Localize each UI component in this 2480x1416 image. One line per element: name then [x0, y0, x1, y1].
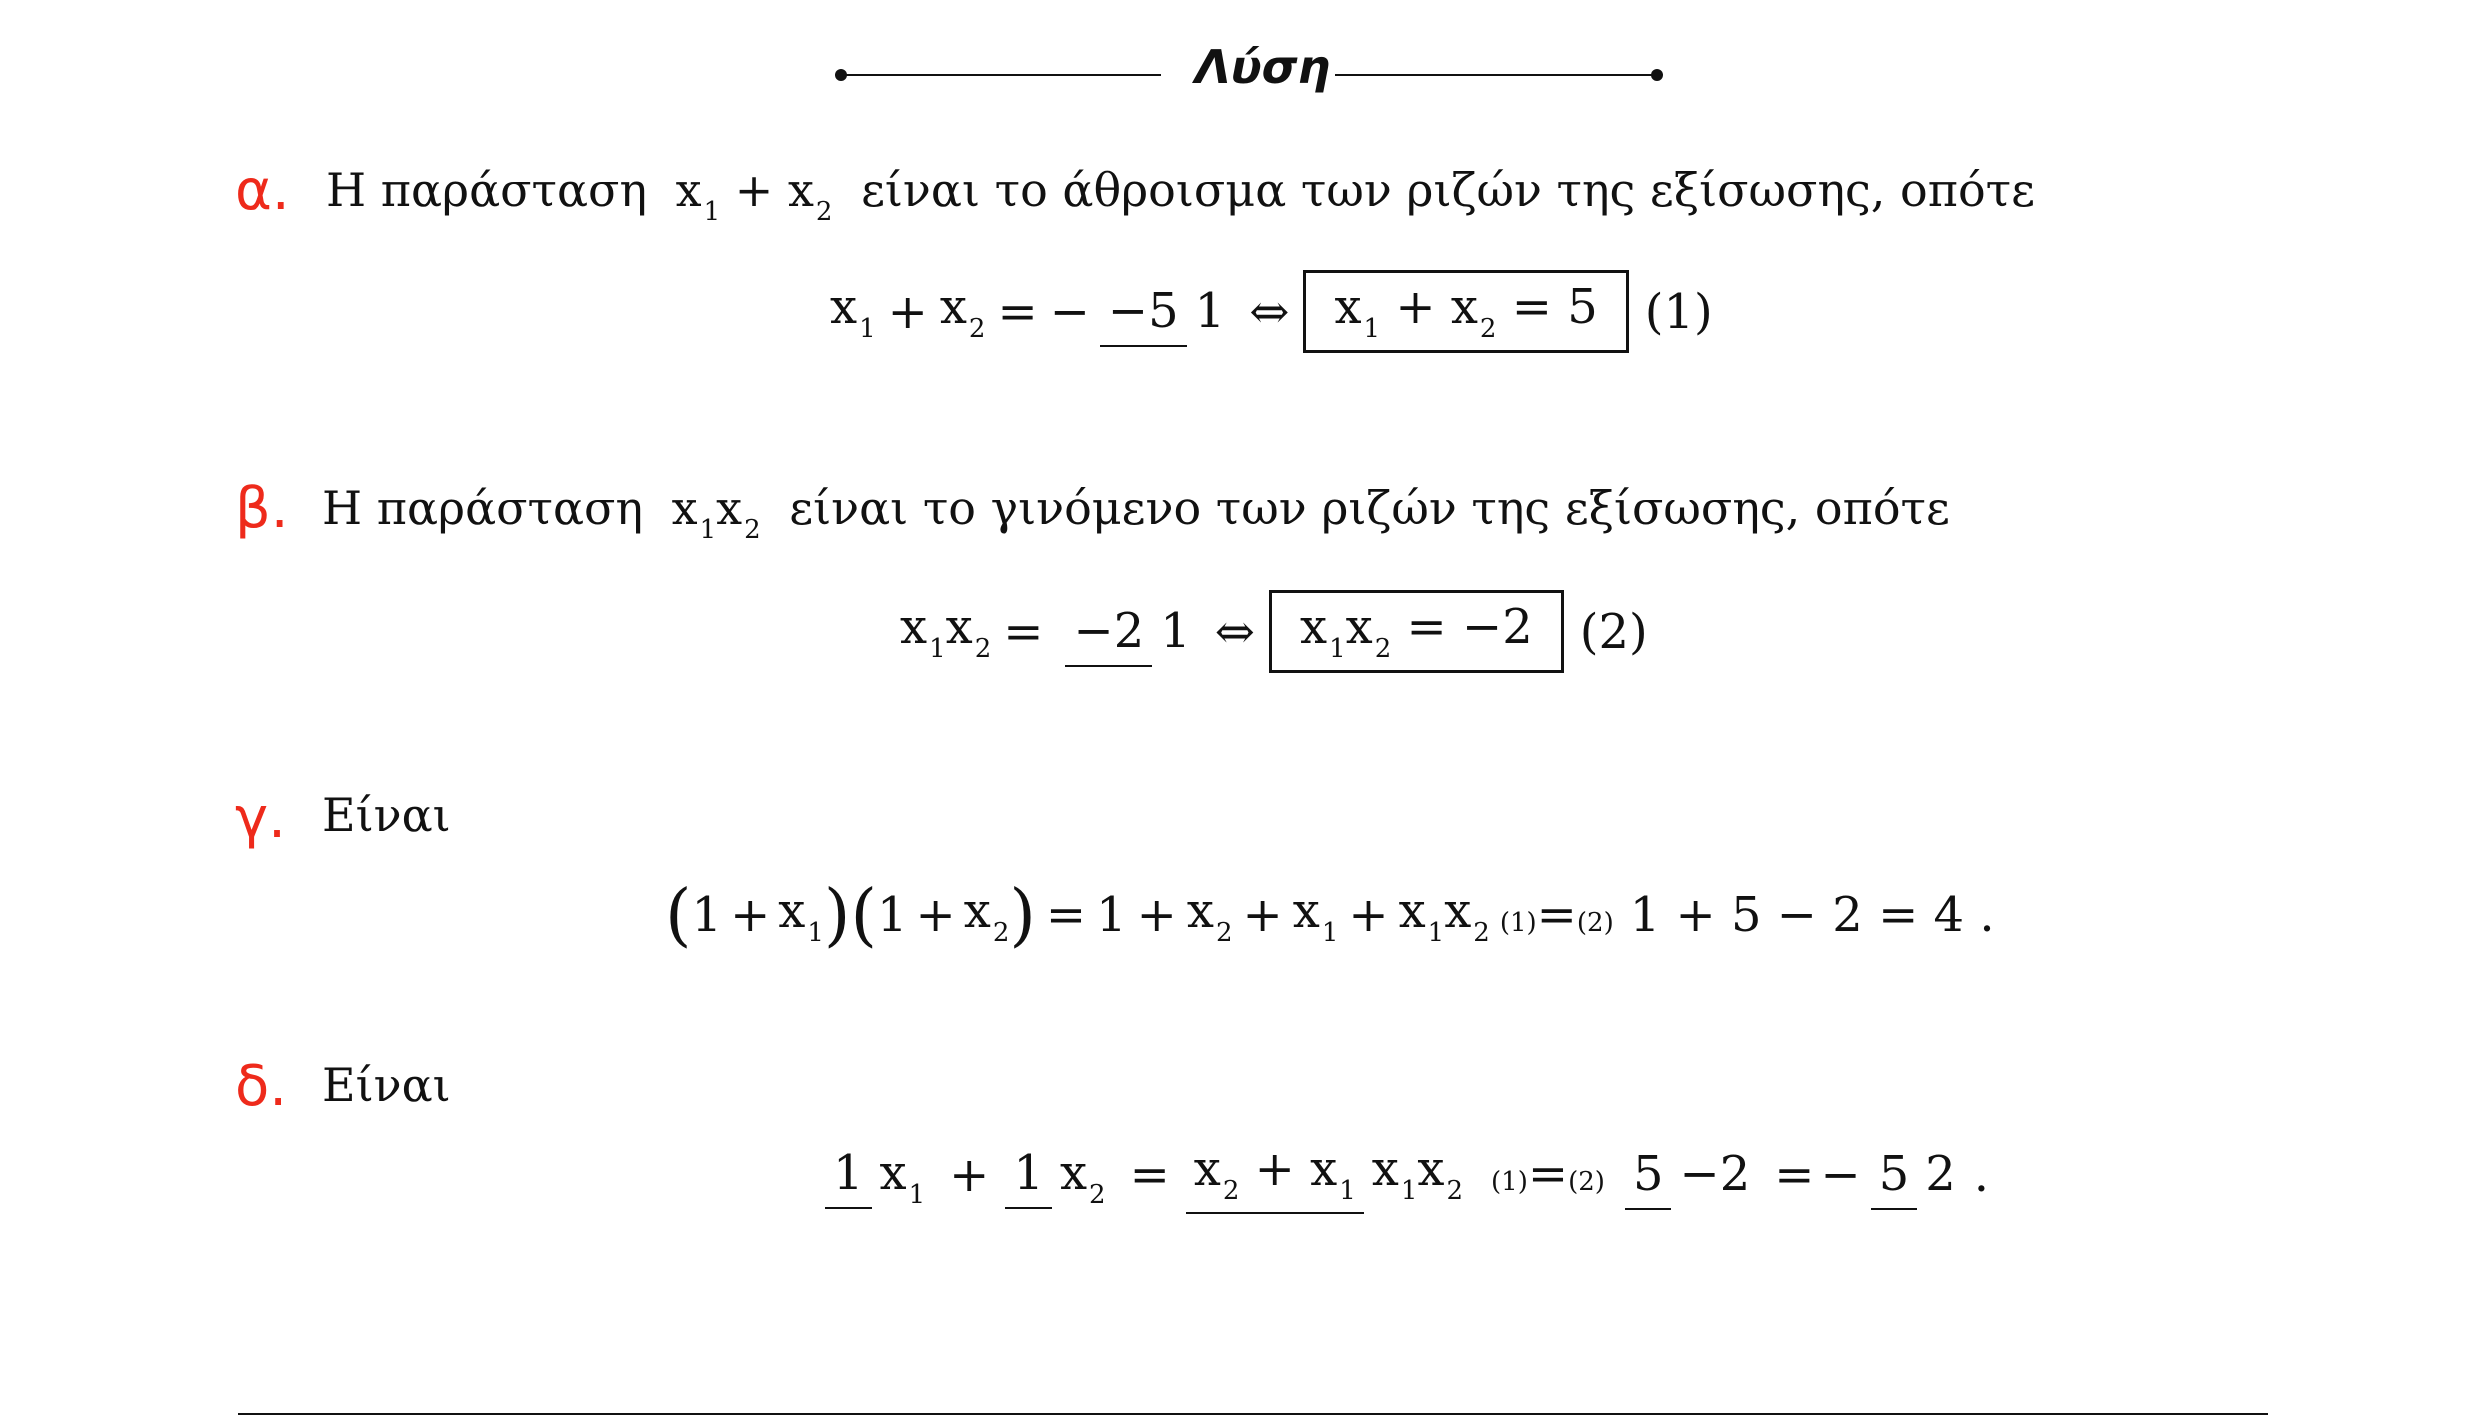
item-label-b: β. — [235, 476, 289, 541]
item-a-expr: $x_1 + x_2$ — [675, 163, 833, 227]
fraction-d1: 1 $x_1$ — [825, 1139, 933, 1210]
item-b-intro: Η παράσταση — [322, 481, 644, 535]
rule-dot-right — [1651, 69, 1663, 81]
equation-a: $x_1$ + $x_2$ = − −5 1 ⇔ $x_1 + x_2 = 5$ (1) — [830, 270, 1713, 353]
item-a-intro: Η παράσταση — [326, 163, 648, 217]
fraction-d4: 5 −2 — [1625, 1140, 1758, 1210]
item-text-a — [326, 163, 2035, 227]
fraction-b: −2 1 — [1065, 597, 1198, 667]
item-b-tail: είναι το γινόμενο των ριζών της εξίσωσης, οπότε — [789, 481, 1950, 535]
rule-left — [841, 74, 1161, 76]
equation-b: $x_1x_2$ = −2 1 ⇔ $x_1x_2 = -2$ (2) — [900, 590, 1648, 673]
item-label-a: α. — [235, 158, 290, 223]
item-label-d: δ. — [235, 1054, 288, 1119]
equation-c: ( 1 + $x_1$ ) ( 1 + $x_2$ ) = 1 + $x_2$ + $x_1$ + $x_1x_2$ (1)=(2) 1 + 5 − 2 = 4 . — [665, 875, 1995, 955]
section-title-rule — [835, 40, 1665, 110]
item-text-c: Είναι — [322, 788, 451, 842]
ref-b: (2) — [1579, 603, 1648, 660]
item-text-b — [322, 481, 1950, 545]
section-title: Λύση — [1195, 40, 1331, 94]
boxed-result-a: $x_1 + x_2 = 5$ — [1303, 270, 1628, 353]
boxed-result-b: $x_1x_2 = -2$ — [1269, 590, 1564, 673]
item-a-tail: είναι το άθροισμα των ριζών της εξίσωσης, οπότε — [861, 163, 2035, 217]
fraction-d2: 1 $x_2$ — [1005, 1139, 1113, 1210]
result-c: 1 + 5 − 2 = 4 . — [1629, 887, 1995, 943]
item-b-expr: $x_1x_2$ — [671, 481, 761, 545]
ref-equals-d: (1)=(2) — [1491, 1146, 1605, 1203]
item-text-d: Είναι — [322, 1058, 451, 1112]
ref-equals-c: (1)=(2) — [1499, 886, 1614, 943]
equation-d: 1 $x_1$ + 1 $x_2$ = $x_2 + x_1$ $x_1x_2$ (1)=(2) 5 −2 = − 5 2 . — [815, 1135, 1989, 1214]
rule-right — [1335, 74, 1655, 76]
item-label-c: γ. — [235, 786, 286, 851]
fraction-d5: 5 2 — [1871, 1140, 1964, 1210]
fraction-d3: $x_2 + x_1$ $x_1x_2$ — [1186, 1135, 1471, 1214]
fraction-a: −5 1 — [1100, 277, 1233, 347]
bottom-rule — [238, 1413, 2268, 1415]
ref-a: (1) — [1644, 283, 1713, 340]
